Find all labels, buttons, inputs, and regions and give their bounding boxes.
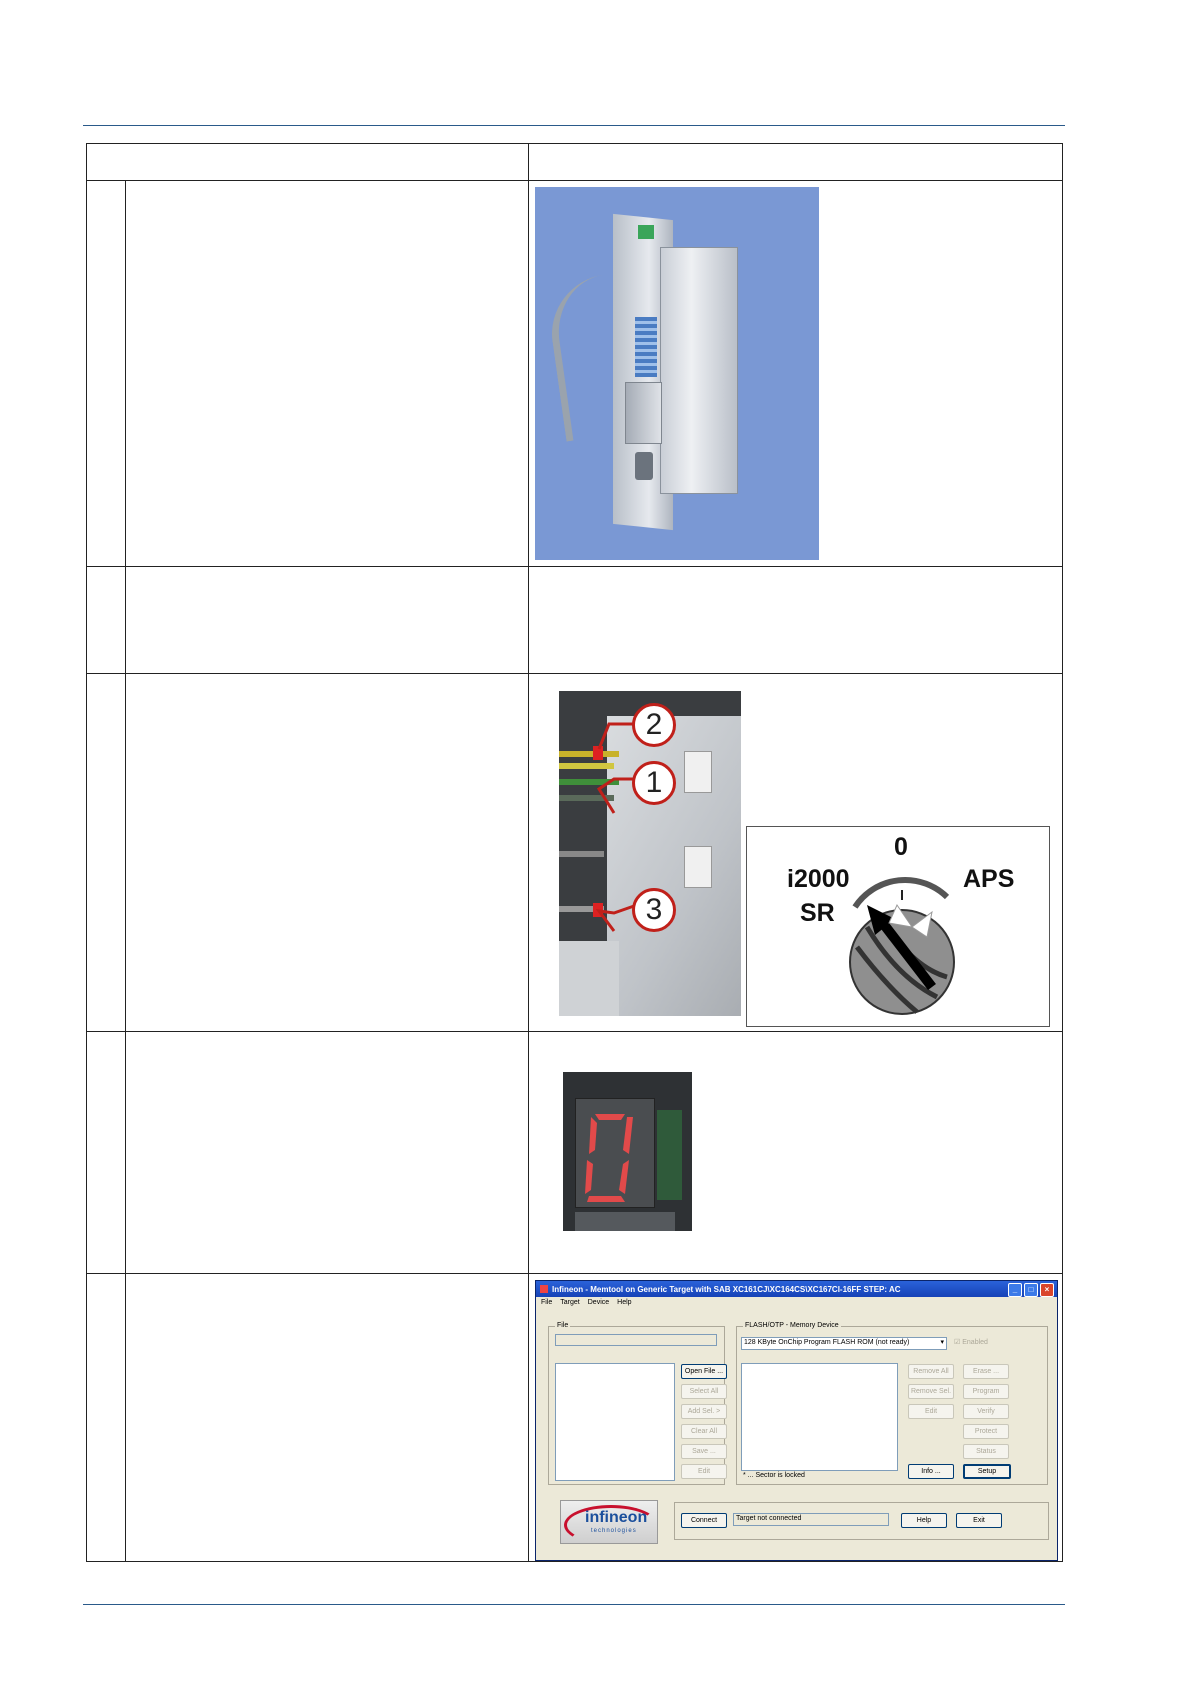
add-sel-button[interactable]: Add Sel. > xyxy=(681,1404,727,1419)
connector-photo xyxy=(559,691,741,1016)
menu-device[interactable]: Device xyxy=(587,1299,610,1306)
memtool-titlebar xyxy=(536,1281,1057,1297)
connect-button[interactable]: Connect xyxy=(681,1513,727,1528)
digit-zero-icon xyxy=(563,1072,692,1231)
file-group-title: File xyxy=(557,1322,569,1329)
header-rule xyxy=(83,125,1065,126)
status-button[interactable]: Status xyxy=(963,1444,1009,1459)
program-button[interactable]: Program xyxy=(963,1384,1009,1399)
switch-label-aps: APS xyxy=(963,865,1015,893)
infineon-logo xyxy=(560,1500,658,1544)
enabled-label: Enabled xyxy=(962,1339,988,1346)
close-icon[interactable]: × xyxy=(1040,1283,1054,1297)
device-select-value: 128 KByte OnChip Program FLASH ROM (not ready) xyxy=(744,1339,910,1346)
switch-label-i2000: i2000 xyxy=(787,865,850,893)
flash-group-title: FLASH/OTP - Memory Device xyxy=(745,1322,839,1329)
help-button[interactable]: Help xyxy=(901,1513,947,1528)
protect-button[interactable]: Protect xyxy=(963,1424,1009,1439)
mode-switch-diagram xyxy=(746,826,1050,1027)
memtool-window xyxy=(535,1280,1058,1561)
memtool-menubar xyxy=(536,1297,1057,1308)
callout-1: 1 xyxy=(632,761,676,805)
footer-rule xyxy=(83,1604,1065,1605)
menu-help[interactable]: Help xyxy=(617,1299,632,1306)
status-field xyxy=(733,1513,889,1526)
sector-note: * ... Sector is locked xyxy=(743,1472,805,1479)
logo-subtext: technologies xyxy=(591,1528,637,1534)
menu-file[interactable]: File xyxy=(541,1299,553,1306)
menu-target[interactable]: Target xyxy=(560,1299,580,1306)
save-button[interactable]: Save ... xyxy=(681,1444,727,1459)
erase-button[interactable]: Erase ... xyxy=(963,1364,1009,1379)
switch-label-0: 0 xyxy=(894,833,908,861)
chevron-down-icon: ▾ xyxy=(940,1339,944,1346)
file-edit-button[interactable]: Edit xyxy=(681,1464,727,1479)
sector-list[interactable] xyxy=(741,1363,898,1471)
open-file-button[interactable]: Open File ... xyxy=(681,1364,727,1379)
memtool-title: Infineon - Memtool on Generic Target with SAB XC161CJ\XC164CS\XC167CI-16FF STEP: AC xyxy=(552,1284,901,1294)
minimize-icon[interactable]: _ xyxy=(1008,1283,1022,1297)
flash-edit-button[interactable]: Edit xyxy=(908,1404,954,1419)
seven-segment-display-photo xyxy=(563,1072,692,1231)
clear-all-button[interactable]: Clear All xyxy=(681,1424,727,1439)
enabled-checkbox[interactable]: ☑ Enabled xyxy=(954,1339,988,1346)
callout-2: 2 xyxy=(632,703,676,747)
file-path-field xyxy=(555,1334,717,1346)
rotary-knob-icon xyxy=(747,827,1049,1026)
info-button[interactable]: Info ... xyxy=(908,1464,954,1479)
device-mounting-photo xyxy=(535,187,819,560)
callout-3: 3 xyxy=(632,888,676,932)
setup-button[interactable]: Setup xyxy=(963,1464,1011,1479)
select-all-button[interactable]: Select All xyxy=(681,1384,727,1399)
status-text: Target not connected xyxy=(736,1515,802,1522)
remove-all-button[interactable]: Remove All xyxy=(908,1364,954,1379)
verify-button[interactable]: Verify xyxy=(963,1404,1009,1419)
exit-button[interactable]: Exit xyxy=(956,1513,1002,1528)
device-select[interactable] xyxy=(741,1337,947,1350)
app-icon xyxy=(540,1285,548,1293)
file-list[interactable] xyxy=(555,1363,675,1481)
logo-text: infineon xyxy=(585,1509,648,1526)
switch-label-sr: SR xyxy=(800,899,835,927)
remove-sel-button[interactable]: Remove Sel. xyxy=(908,1384,954,1399)
maximize-icon[interactable]: □ xyxy=(1024,1283,1038,1297)
